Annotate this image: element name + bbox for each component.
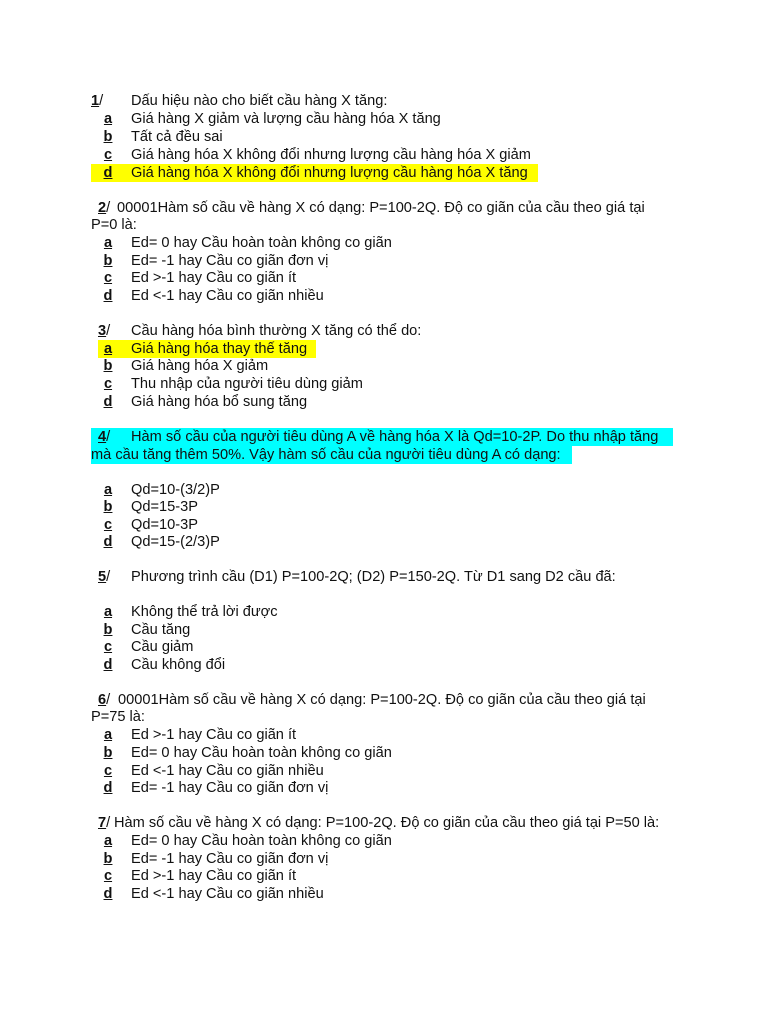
question-3-text: Cầu hàng hóa bình thường X tăng có thể do: bbox=[131, 323, 422, 339]
question-4-option-a: Qd=10-(3/2)P bbox=[131, 482, 220, 498]
question-6-option-b-letter: b bbox=[103, 745, 113, 761]
question-3-option-a: Giá hàng hóa thay thế tăng bbox=[131, 341, 308, 357]
question-3-option-b-letter: b bbox=[103, 358, 113, 374]
question-7-option-a-letter: a bbox=[103, 833, 113, 849]
question-3-option-d: Giá hàng hóa bổ sung tăng bbox=[131, 394, 308, 410]
question-2-text-line2: P=0 là: bbox=[91, 217, 137, 233]
question-4-text-line1: Hàm số cầu của người tiêu dùng A về hàng hóa X là Qd=10-2P. Do thu nhập tăng bbox=[131, 429, 659, 445]
question-1-text: Dấu hiệu nào cho biết cầu hàng X tăng: bbox=[131, 93, 388, 109]
question-4-number: 4/ bbox=[98, 429, 111, 445]
question-7-text: Hàm số cầu về hàng X có dạng: P=100-2Q. Độ co giãn của cầu theo giá tại P=50 là: bbox=[114, 815, 660, 831]
question-2-option-d-letter: d bbox=[103, 288, 113, 304]
question-4-option-c: Qd=10-3P bbox=[131, 517, 198, 533]
question-7-number: 7/ bbox=[98, 815, 111, 831]
question-4-option-b: Qd=15-3P bbox=[131, 499, 198, 515]
question-7-option-b-letter: b bbox=[103, 851, 113, 867]
question-6-text-line1: 00001Hàm số cầu về hàng X có dạng: P=100-2Q. Độ co giãn của cầu theo giá tại bbox=[118, 692, 646, 708]
question-4-option-d: Qd=15-(2/3)P bbox=[131, 534, 220, 550]
question-5-option-b-letter: b bbox=[103, 622, 113, 638]
question-2-text-line1: 00001Hàm số cầu về hàng X có dạng: P=100-2Q. Độ co giãn của cầu theo giá tại bbox=[117, 200, 645, 216]
question-5-option-a: Không thể trả lời được bbox=[131, 604, 278, 620]
question-3-number: 3/ bbox=[98, 323, 111, 339]
question-2-option-a-letter: a bbox=[103, 235, 113, 251]
question-6-option-a-letter: a bbox=[103, 727, 113, 743]
question-6-option-c: Ed <-1 hay Cầu co giãn nhiều bbox=[131, 763, 324, 779]
question-6-option-b: Ed= 0 hay Cầu hoàn toàn không co giãn bbox=[131, 745, 392, 761]
question-7-option-d: Ed <-1 hay Cầu co giãn nhiều bbox=[131, 886, 324, 902]
question-1-option-c: Giá hàng hóa X không đổi nhưng lượng cầu hàng hóa X giảm bbox=[131, 147, 531, 163]
question-7-option-c-letter: c bbox=[103, 868, 113, 884]
question-6-text-line2: P=75 là: bbox=[91, 709, 145, 725]
question-6-option-a: Ed >-1 hay Cầu co giãn ít bbox=[131, 727, 297, 743]
question-7-option-c: Ed >-1 hay Cầu co giãn ít bbox=[131, 868, 297, 884]
question-1-option-b-letter: b bbox=[103, 129, 113, 145]
question-3-option-c-letter: c bbox=[103, 376, 113, 392]
question-4-option-d-letter: d bbox=[103, 534, 113, 550]
question-6-number: 6/ bbox=[98, 692, 111, 708]
question-5-option-a-letter: a bbox=[103, 604, 113, 620]
question-2-number: 2/ bbox=[98, 200, 111, 216]
question-1-option-c-letter: c bbox=[103, 147, 113, 163]
question-2-option-c: Ed >-1 hay Cầu co giãn ít bbox=[131, 270, 297, 286]
question-3-option-c: Thu nhập của người tiêu dùng giảm bbox=[131, 376, 363, 392]
question-1-option-d: Giá hàng hóa X không đổi nhưng lượng cầu hàng hóa X tăng bbox=[131, 165, 528, 181]
question-3-option-a-letter: a bbox=[103, 341, 113, 357]
question-5-option-d: Cầu không đổi bbox=[131, 657, 226, 673]
question-4-option-c-letter: c bbox=[103, 517, 113, 533]
question-2-option-b: Ed= -1 hay Cầu co giãn đơn vị bbox=[131, 253, 329, 269]
question-2-option-c-letter: c bbox=[103, 270, 113, 286]
question-5-number: 5/ bbox=[98, 569, 111, 585]
question-2-option-d: Ed <-1 hay Cầu co giãn nhiều bbox=[131, 288, 324, 304]
question-7-option-d-letter: d bbox=[103, 886, 113, 902]
question-4-text-line2: mà cầu tăng thêm 50%. Vậy hàm số cầu của người tiêu dùng A có dạng: bbox=[91, 447, 561, 463]
question-1-option-a-letter: a bbox=[103, 111, 113, 127]
question-3-option-b: Giá hàng hóa X giảm bbox=[131, 358, 269, 374]
question-5-option-b: Cầu tăng bbox=[131, 622, 191, 638]
question-1-option-b: Tất cả đều sai bbox=[131, 129, 223, 145]
question-2-option-b-letter: b bbox=[103, 253, 113, 269]
question-5-option-c: Cầu giảm bbox=[131, 639, 194, 655]
question-6-option-d-letter: d bbox=[103, 780, 113, 796]
question-4-option-b-letter: b bbox=[103, 499, 113, 515]
question-5-option-d-letter: d bbox=[103, 657, 113, 673]
question-1-option-d-letter: d bbox=[103, 165, 113, 181]
question-1-option-a: Giá hàng X giảm và lượng cầu hàng hóa X tăng bbox=[131, 111, 441, 127]
question-1-number: 1/ bbox=[91, 93, 104, 109]
question-3-option-d-letter: d bbox=[103, 394, 113, 410]
question-6-option-d: Ed= -1 hay Cầu co giãn đơn vị bbox=[131, 780, 329, 796]
question-7-option-b: Ed= -1 hay Cầu co giãn đơn vị bbox=[131, 851, 329, 867]
question-5-text: Phương trình cầu (D1) P=100-2Q; (D2) P=150-2Q. Từ D1 sang D2 cầu đã: bbox=[131, 569, 616, 585]
question-6-option-c-letter: c bbox=[103, 763, 113, 779]
question-7-option-a: Ed= 0 hay Cầu hoàn toàn không co giãn bbox=[131, 833, 392, 849]
question-5-option-c-letter: c bbox=[103, 639, 113, 655]
question-4-option-a-letter: a bbox=[103, 482, 113, 498]
question-2-option-a: Ed= 0 hay Cầu hoàn toàn không co giãn bbox=[131, 235, 392, 251]
